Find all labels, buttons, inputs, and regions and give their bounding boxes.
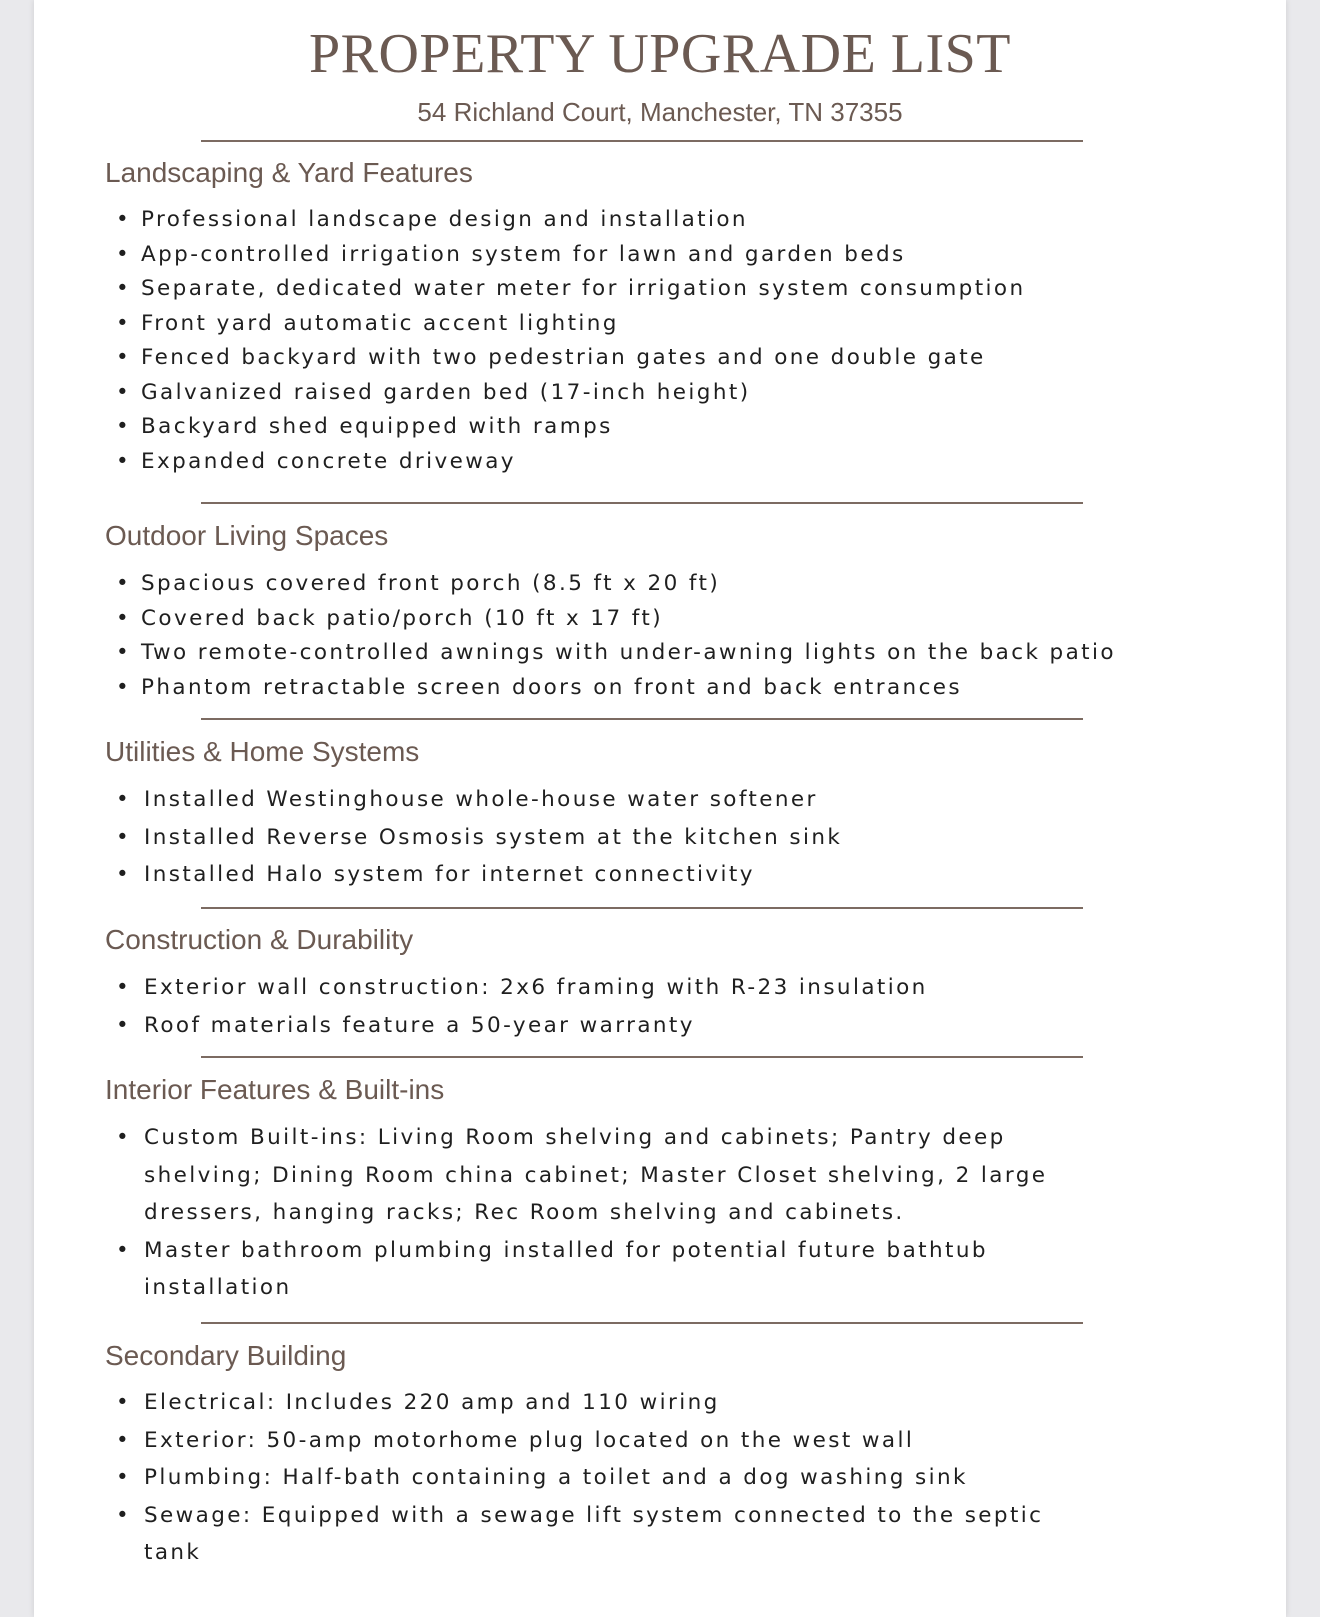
list-item: • Plumbing: Half-bath containing a toilet and a dog washing sink <box>116 1459 1076 1497</box>
section-list-utilities <box>116 781 1096 894</box>
list-item: • Spacious covered front porch (8.5 ft x 20 ft) <box>116 567 1216 602</box>
list-item: • Master bathroom plumbing installed for potential future bathtub installation <box>116 1232 1076 1307</box>
list-item: • Two remote-controlled awnings with under-awning lights on the back patio <box>116 636 1216 671</box>
list-item: • Fenced backyard with two pedestrian gates and one double gate <box>116 341 1116 376</box>
property-address: 54 Richland Court, Manchester, TN 37355 <box>417 97 903 127</box>
title-divider <box>201 140 1083 142</box>
list-item: • Exterior wall construction: 2x6 framing with R-23 insulation <box>116 969 1096 1007</box>
list-item: • Exterior: 50-amp motorhome plug located on the west wall <box>116 1422 1076 1460</box>
page-title: PROPERTY UPGRADE LIST <box>308 23 1012 85</box>
section-heading-secondary-building: Secondary Building <box>105 1340 347 1371</box>
list-item: • Galvanized raised garden bed (17-inch height) <box>116 376 1116 411</box>
section-divider <box>201 502 1083 504</box>
section-list-outdoor <box>116 567 1216 705</box>
document-page <box>34 0 1286 1617</box>
list-item: • Sewage: Equipped with a sewage lift system connected to the septic tank <box>116 1497 1076 1572</box>
list-item: • Professional landscape design and installation <box>116 203 1116 238</box>
list-item: • Electrical: Includes 220 amp and 110 wiring <box>116 1384 1076 1422</box>
list-item: • Front yard automatic accent lighting <box>116 307 1116 342</box>
section-heading-utilities: Utilities & Home Systems <box>105 736 420 767</box>
section-heading-landscaping: Landscaping & Yard Features <box>105 157 473 188</box>
section-divider <box>201 1056 1083 1058</box>
list-item: • Phantom retractable screen doors on front and back entrances <box>116 671 1216 706</box>
section-divider <box>201 718 1083 720</box>
list-item: • Custom Built-ins: Living Room shelving and cabinets; Pantry deep shelving; Dining Room china cabinet; Master Closet shelving, 2 large dressers, hanging racks; Rec Room shelving and cabinets. <box>116 1119 1076 1232</box>
section-heading-construction: Construction & Durability <box>105 924 414 955</box>
list-item: • Expanded concrete driveway <box>116 445 1116 480</box>
section-heading-interior: Interior Features & Built-ins <box>105 1074 445 1105</box>
list-item: • Separate, dedicated water meter for irrigation system consumption <box>116 272 1116 307</box>
section-list-interior <box>116 1119 1076 1307</box>
list-item: • Installed Westinghouse whole-house water softener <box>116 781 1096 819</box>
section-list-landscaping <box>116 203 1116 479</box>
list-item: • Roof materials feature a 50-year warranty <box>116 1007 1096 1045</box>
list-item: • Installed Reverse Osmosis system at the kitchen sink <box>116 819 1096 857</box>
list-item: • Covered back patio/porch (10 ft x 17 ft) <box>116 602 1216 637</box>
section-list-secondary-building <box>116 1384 1076 1572</box>
section-heading-outdoor: Outdoor Living Spaces <box>105 520 389 551</box>
list-item: • Backyard shed equipped with ramps <box>116 410 1116 445</box>
list-item: • Installed Halo system for internet connectivity <box>116 856 1096 894</box>
section-list-construction <box>116 969 1096 1044</box>
section-divider <box>201 907 1083 909</box>
list-item: • App-controlled irrigation system for lawn and garden beds <box>116 238 1116 273</box>
section-divider <box>201 1322 1083 1324</box>
